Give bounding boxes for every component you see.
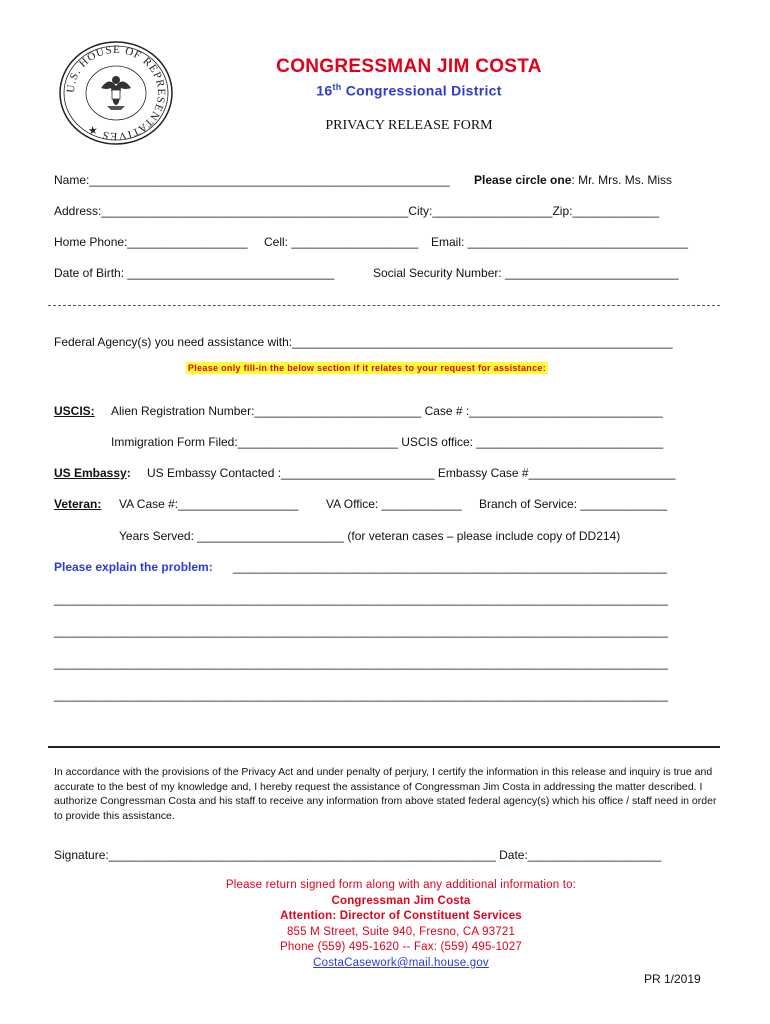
problem-line[interactable]: ____________________________________________________________________________________________	[54, 656, 668, 670]
revision-label: PR 1/2019	[644, 972, 701, 986]
problem-line[interactable]: ____________________________________________________________________________________________	[54, 592, 668, 606]
svg-text:U.S. HOUSE OF REPRESENTATIVES: U.S. HOUSE OF REPRESENTATIVES ★	[64, 43, 168, 143]
solid-divider	[48, 746, 720, 748]
dashed-divider	[48, 305, 720, 306]
footer-address: 855 M Street, Suite 940, Fresno, CA 93721	[286, 926, 516, 938]
footer-attention: Attention: Director of Constituent Services	[280, 910, 522, 922]
embassy-label: US Embassy:	[54, 466, 131, 480]
va-office-field[interactable]: VA Office: ____________	[326, 497, 462, 511]
footer-email-link[interactable]: CostaCasework@mail.house.gov	[313, 957, 489, 969]
va-case-field[interactable]: VA Case #:__________________	[119, 497, 299, 511]
salutation-field[interactable]: Please circle one: Mr. Mrs. Ms. Miss	[474, 173, 673, 187]
signature-date-field[interactable]: Signature:__________________________________________________________ Date:____________________	[54, 848, 662, 862]
problem-line[interactable]: ____________________________________________________________________________________________	[54, 688, 668, 702]
form-title: PRIVACY RELEASE FORM	[325, 118, 493, 133]
notice-highlight: Please only fill-in the below section if it relates to your request for assistance:	[188, 363, 546, 373]
alien-registration-field[interactable]: Alien Registration Number:_________________________ Case # :_____________________________	[111, 404, 663, 418]
embassy-field[interactable]: US Embassy Contacted :_______________________ Embassy Case #______________________	[147, 466, 676, 480]
uscis-label: USCIS:	[54, 404, 95, 418]
immigration-form-field[interactable]: Immigration Form Filed:________________________ USCIS office: ____________________________	[111, 435, 664, 449]
return-instruction: Please return signed form along with any additional information to:	[225, 879, 577, 891]
name-field[interactable]: Name:______________________________________________________	[54, 173, 450, 187]
years-served-field[interactable]: Years Served: ______________________ (for veteran cases – please include copy of DD214)	[119, 529, 621, 543]
problem-line[interactable]: _________________________________________________________________	[233, 560, 667, 574]
ssn-field[interactable]: Social Security Number: __________________________	[373, 266, 679, 280]
problem-line[interactable]: ____________________________________________________________________________________________	[54, 624, 668, 638]
district-subtitle: 16th Congressional District	[316, 82, 502, 99]
certification-text: In accordance with the provisions of the Privacy Act and under penalty of perjury, I certify the information in this release and inquiry is true and accurate to the best of my knowledge and, I hereby request the assistance of Congressman Jim Costa in addressing the matter described. I authorize Congressman Costa and his staff to receive any information from above stated federal agency(s) which his office / staff need in order to provide this assistance.	[54, 766, 717, 822]
veteran-label: Veteran:	[54, 497, 102, 511]
problem-label: Please explain the problem:	[54, 560, 213, 574]
branch-field[interactable]: Branch of Service: _____________	[479, 497, 668, 511]
email-field[interactable]: Email: _________________________________	[431, 235, 688, 249]
federal-agency-field[interactable]: Federal Agency(s) you need assistance with:_________________________________________________________	[54, 335, 673, 349]
cell-phone-field[interactable]: Cell: ___________________	[264, 235, 419, 249]
footer-phone: Phone (559) 495-1620 -- Fax: (559) 495-1027	[280, 941, 522, 953]
dob-field[interactable]: Date of Birth: _______________________________	[54, 266, 335, 280]
footer-email-wrap	[0, 957, 770, 969]
footer-name: Congressman Jim Costa	[331, 895, 471, 907]
home-phone-field[interactable]: Home Phone:__________________	[54, 235, 248, 249]
address-field[interactable]: Address:______________________________________________City:__________________Zip:_____________	[54, 204, 660, 218]
page-title: CONGRESSMAN JIM COSTA	[276, 56, 542, 77]
